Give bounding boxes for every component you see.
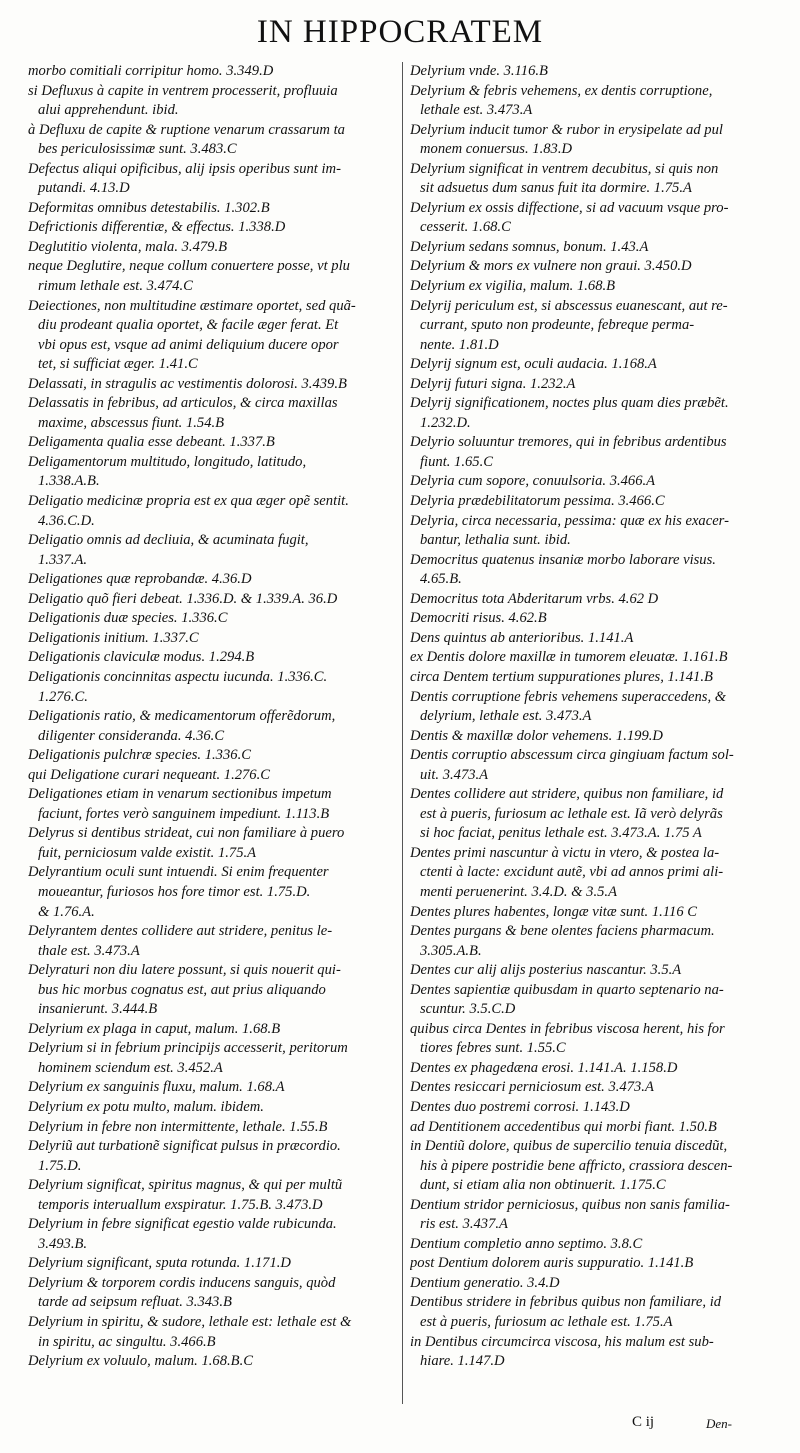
- index-entry-line: uit. 3.473.A: [420, 766, 489, 783]
- index-entry-line: Dentes primi nascuntur à victu in vtero, & postea la-: [410, 844, 720, 861]
- index-entry: [410, 297, 782, 356]
- index-entry: [28, 492, 398, 531]
- index-entry: [28, 961, 398, 1020]
- index-entry-line: Deligationes etiam in venarum sectionibus impetum: [28, 786, 332, 803]
- page-title: IN HIPPOCRATEM: [256, 14, 544, 50]
- index-entry-line: Delyrium ex potu multo, malum. ibidem.: [28, 1098, 264, 1115]
- index-entry-line: 1.276.C.: [38, 688, 88, 705]
- index-entry: [410, 1196, 782, 1235]
- index-entry-line: Dentium stridor perniciosus, quibus non sanis familia-: [410, 1196, 730, 1213]
- index-entry: [410, 961, 782, 981]
- index-entry: [28, 297, 398, 375]
- index-entry-line: Delyrium in febre non intermittente, lethale. 1.55.B: [28, 1118, 328, 1135]
- index-entry: [28, 238, 398, 258]
- index-entry-line: Deligationis duæ species. 1.336.C: [28, 610, 228, 627]
- index-entry: [28, 863, 398, 922]
- index-entry-line: Delassati, in stragulis ac vestimentis dolorosi. 3.439.B: [28, 375, 347, 392]
- index-entry-line: Democritus quatenus insaniæ morbo laborare visus.: [410, 551, 716, 568]
- index-entry-line: in spiritu, ac singultu. 3.466.B: [38, 1333, 216, 1350]
- index-entry-line: Dentes collidere aut stridere, quibus non familiare, id: [410, 786, 724, 803]
- index-entry-line: Delyrio soluuntur tremores, qui in febribus ardentibus: [410, 434, 727, 451]
- index-entry: [28, 1274, 398, 1313]
- index-entry-line: Delyrium vnde. 3.116.B: [410, 63, 548, 79]
- index-entry-line: & 1.76.A.: [38, 903, 95, 920]
- index-entry: [28, 1039, 398, 1078]
- index-entry-line: neque Deglutire, neque collum conuertere posse, vt plu: [28, 258, 350, 275]
- index-entry: [28, 785, 398, 824]
- index-entry: [28, 629, 398, 649]
- index-entry-line: cesserit. 1.68.C: [420, 219, 511, 236]
- index-entry-line: Dentes sapientiæ quibusdam in quarto septenario na-: [410, 981, 724, 998]
- index-entry-line: faciunt, fortes verò sanguinem impediunt. 1.113.B: [38, 805, 330, 822]
- index-entry-line: Dentes ex phagedæna erosi. 1.141.A. 1.158.D: [410, 1059, 678, 1076]
- signature-mark: C ij: [632, 1414, 655, 1430]
- index-entry: [410, 1059, 782, 1079]
- index-entry-line: 1.337.A.: [38, 551, 88, 568]
- index-entry-line: à Defluxu de capite & ruptione venarum crassarum ta: [28, 121, 345, 138]
- index-entry-line: 1.75.D.: [38, 1157, 82, 1174]
- index-entry-line: thale est. 3.473.A: [38, 942, 140, 959]
- index-entry-line: in Dentibus circumcirca viscosa, his malum est sub-: [410, 1333, 714, 1350]
- index-entry: [28, 922, 398, 961]
- index-entry: [28, 668, 398, 707]
- index-entry-line: lethale est. 3.473.A: [420, 102, 533, 119]
- index-entry-line: Deligatio medicinæ propria est ex qua æger opẽ sentit.: [28, 493, 349, 510]
- index-entry-line: ex Dentis dolore maxillæ in tumorem eleuatæ. 1.161.B: [410, 649, 728, 666]
- index-entry-line: Democriti risus. 4.62.B: [410, 610, 547, 627]
- index-entry-line: Delyrantem dentes collidere aut stridere, penitus le-: [28, 923, 333, 940]
- index-entry-line: insanierunt. 3.444.B: [38, 1001, 158, 1018]
- index-entry-line: Delyrium si in febrium principijs accesserit, peritorum: [28, 1040, 348, 1057]
- index-entry: [28, 648, 398, 668]
- index-entry-line: 3.493.B.: [38, 1235, 88, 1252]
- index-entry: [410, 1078, 782, 1098]
- page-footer: [0, 1408, 800, 1438]
- index-entry: [28, 218, 398, 238]
- index-entry: [28, 590, 398, 610]
- index-entry: [28, 766, 398, 786]
- index-entry: [410, 472, 782, 492]
- index-entry-line: Dentium completio anno septimo. 3.8.C: [410, 1235, 643, 1252]
- index-entry-line: Delyrium in febre significat egestio valde rubicunda.: [28, 1216, 337, 1233]
- index-entry: [410, 277, 782, 297]
- index-entry-line: Delyrantium oculi sunt intuendi. Si enim frequenter: [28, 864, 329, 881]
- index-entry-line: hiare. 1.147.D: [420, 1353, 505, 1370]
- index-entry-line: Deligationis concinnitas aspectu iucunda. 1.336.C.: [28, 668, 328, 685]
- index-entry: [28, 1313, 398, 1352]
- index-entry-line: Democritus tota Abderitarum vrbs. 4.62 D: [410, 590, 659, 607]
- index-entry: [28, 1137, 398, 1176]
- index-entry-line: Delyrium & torporem cordis inducens sanguis, quòd: [28, 1274, 336, 1291]
- index-entry-line: Delyrus si dentibus strideat, cui non familiare à puero: [28, 825, 345, 842]
- index-entry: [28, 375, 398, 395]
- index-entry: [28, 531, 398, 570]
- index-entry-line: alui apprehendunt. ibid.: [38, 102, 179, 119]
- index-entry-line: Delyrium inducit tumor & rubor in erysipelate ad pul: [410, 121, 723, 138]
- index-entry: [410, 257, 782, 277]
- index-entry-line: Delyria prædebilitatorum pessima. 3.466.C: [410, 493, 665, 510]
- index-entry-line: si Defluxus à capite in ventrem processerit, profluuia: [28, 82, 338, 99]
- index-entry-line: delyrium, lethale est. 3.473.A: [420, 708, 592, 725]
- index-entry: [28, 1215, 398, 1254]
- index-entry-line: vbi opus est, vsque ad animi deliquium ducere opor: [38, 336, 339, 353]
- index-entry: [410, 746, 782, 785]
- index-entry-line: bes periculosissimæ sunt. 3.483.C: [38, 141, 237, 158]
- index-entry-line: 4.65.B.: [420, 571, 462, 588]
- index-entry: [410, 492, 782, 512]
- index-entry: [410, 62, 782, 82]
- index-entry-line: Deligamenta qualia esse debeant. 1.337.B: [28, 434, 275, 451]
- index-entry-line: monem conuersus. 1.83.D: [420, 141, 573, 158]
- index-entry: [410, 648, 782, 668]
- index-entry: [410, 688, 782, 727]
- index-entry-line: tet, si sufficiat æger. 1.41.C: [38, 356, 198, 373]
- index-entry: [410, 1020, 782, 1059]
- index-entry: [28, 121, 398, 160]
- index-entry: [410, 629, 782, 649]
- index-entry-line: Deligamentorum multitudo, longitudo, latitudo,: [28, 453, 307, 470]
- index-entry-line: qui Deligatione curari nequeant. 1.276.C: [28, 766, 270, 783]
- index-entry-line: rimum lethale est. 3.474.C: [38, 278, 193, 295]
- index-entry-line: sit adsuetus dum sanus fuit ita dormire. 1.75.A: [420, 180, 692, 197]
- index-entry-line: Delyrij signum est, oculi audacia. 1.168.A: [410, 356, 657, 373]
- index-entry-line: 3.305.A.B.: [420, 942, 482, 959]
- index-entry: [28, 1098, 398, 1118]
- index-entry-line: Deligatio quõ fieri debeat. 1.336.D. & 1.339.A. 36.D: [28, 590, 338, 607]
- index-entry-line: 1.232.D.: [420, 414, 471, 431]
- index-entry-line: Delyrium significant, sputa rotunda. 1.171.D: [28, 1255, 291, 1272]
- index-entry: [28, 1078, 398, 1098]
- index-entry-line: dunt, si etiam alia non obtinuerit. 1.175.C: [420, 1177, 666, 1194]
- index-entry: [410, 1235, 782, 1255]
- index-entry-line: quibus circa Dentes in febribus viscosa herent, his for: [410, 1020, 725, 1037]
- index-entry-line: Delyrium & febris vehemens, ex dentis corruptione,: [410, 82, 713, 99]
- index-entry-line: Delyrij periculum est, si abscessus euanescant, aut re-: [410, 297, 728, 314]
- index-entry: [410, 394, 782, 433]
- index-entry-line: nente. 1.81.D: [420, 336, 499, 353]
- index-entry: [410, 609, 782, 629]
- index-entry-line: Deligationis initium. 1.337.C: [28, 629, 199, 646]
- index-column-right: [410, 62, 782, 1372]
- index-entry-line: temporis interuallum exspiratur. 1.75.B. 3.473.D: [38, 1196, 323, 1213]
- index-entry-line: Defectus aliqui opificibus, alij ipsis operibus sunt im-: [28, 160, 341, 177]
- index-entry: [410, 1293, 782, 1332]
- index-entry-line: Delyria cum sopore, conuulsoria. 3.466.A: [410, 473, 656, 490]
- index-entry-line: Delyrium in spiritu, & sudore, lethale est: lethale est &: [28, 1314, 352, 1330]
- index-entry-line: Dentes duo postremi corrosi. 1.143.D: [410, 1098, 630, 1115]
- index-entry: [410, 355, 782, 375]
- index-entry-line: Delyrium sedans somnus, bonum. 1.43.A: [410, 238, 649, 255]
- index-entry-line: scuntur. 3.5.C.D: [420, 1001, 516, 1018]
- index-entry: [410, 844, 782, 903]
- index-entry-line: circa Dentem tertium suppurationes plures, 1.141.B: [410, 668, 713, 685]
- index-entry-line: tiores febres sunt. 1.55.C: [420, 1040, 566, 1057]
- index-entry: [28, 707, 398, 746]
- index-column-left: [28, 62, 398, 1372]
- index-entry: [410, 433, 782, 472]
- index-entry-line: Delyria, circa necessaria, pessima: quæ ex his exacer-: [410, 512, 729, 529]
- index-entry: [28, 1176, 398, 1215]
- catchword: Den-: [706, 1416, 732, 1431]
- index-entry: [410, 160, 782, 199]
- index-entry-line: Dens quintus ab anterioribus. 1.141.A: [410, 629, 634, 646]
- index-entry: [410, 981, 782, 1020]
- index-entry: [410, 668, 782, 688]
- index-entry-line: Deligationis claviculæ modus. 1.294.B: [28, 649, 255, 666]
- index-entry-line: menti peruenerint. 3.4.D. & 3.5.A: [420, 883, 617, 900]
- index-entry-line: maxime, abscessus fiunt. 1.54.B: [38, 414, 225, 431]
- index-entry-line: hominem sciendum est. 3.452.A: [38, 1059, 223, 1076]
- index-entry-line: Delyrium significat, spiritus magnus, & qui per multũ: [28, 1177, 343, 1194]
- index-entry-line: Dentes cur alij alijs posterius nascantur. 3.5.A: [410, 962, 682, 979]
- index-entry-line: Delyrium significat in ventrem decubitus, si quis non: [410, 160, 719, 177]
- index-entry-line: ris est. 3.437.A: [420, 1216, 508, 1233]
- index-entry-line: Dentes plures habentes, longæ vitæ sunt. 1.116 C: [410, 903, 697, 920]
- index-entry: [410, 1118, 782, 1138]
- index-entry: [410, 512, 782, 551]
- index-entry-line: 4.36.C.D.: [38, 512, 95, 529]
- index-entry-line: Dentes purgans & bene olentes faciens pharmacum.: [410, 923, 715, 940]
- index-entry: [410, 1137, 782, 1196]
- index-entry: [28, 1118, 398, 1138]
- index-entry: [28, 257, 398, 296]
- index-entry-line: post Dentium dolorem auris suppuratio. 1.141.B: [410, 1255, 694, 1272]
- index-entry: [28, 62, 398, 82]
- index-entry-line: Defrictionis differentiæ, & effectus. 1.338.D: [28, 219, 286, 236]
- index-entry: [410, 903, 782, 923]
- index-entry: [410, 238, 782, 258]
- index-entry: [410, 375, 782, 395]
- index-entry: [410, 551, 782, 590]
- index-entry-line: Delyrij futuri signa. 1.232.A: [410, 375, 576, 392]
- index-entry: [410, 1274, 782, 1294]
- index-entry: [410, 1254, 782, 1274]
- index-entry-line: Deligatio omnis ad decliuia, & acuminata fugit,: [28, 532, 309, 549]
- index-entry-line: Deligationes quæ reprobandæ. 4.36.D: [28, 571, 252, 588]
- index-entry: [28, 824, 398, 863]
- index-entry-line: Deglutitio violenta, mala. 3.479.B: [28, 238, 228, 255]
- index-entry-line: Dentes resiccari perniciosum est. 3.473.A: [410, 1079, 654, 1096]
- index-entry: [28, 1352, 398, 1372]
- index-entry-line: fuit, perniciosum valde existit. 1.75.A: [38, 844, 257, 861]
- index-entry-line: ctenti à lacte: excidunt autẽ, vbi ad annos primi ali-: [420, 864, 724, 881]
- index-entry: [28, 1020, 398, 1040]
- index-entry-line: ad Dentitionem accedentibus qui morbi fiant. 1.50.B: [410, 1118, 717, 1135]
- index-entry: [28, 160, 398, 199]
- index-entry: [410, 590, 782, 610]
- index-entry: [28, 199, 398, 219]
- index-entry: [28, 1254, 398, 1274]
- index-entry-line: diu prodeant qualia oportet, & facile æger ferat. Et: [38, 317, 339, 334]
- index-entry: [410, 1333, 782, 1372]
- index-entry-line: Deligationis ratio, & medicamentorum offerẽdorum,: [28, 708, 336, 725]
- index-entry-line: Delyrium ex plaga in caput, malum. 1.68.B: [28, 1020, 281, 1037]
- index-entry-line: Deligationis pulchræ species. 1.336.C: [28, 747, 251, 764]
- index-entry-line: est à pueris, furiosum ac lethale est. Iã verò delyrãs: [420, 805, 723, 822]
- index-entry-line: bus hic morbus cognatus est, aut prius aliquando: [38, 981, 326, 998]
- index-entry: [410, 199, 782, 238]
- index-entry-line: bantur, lethalia sunt. ibid.: [420, 532, 571, 549]
- index-entry-line: est à pueris, furiosum ac lethale est. 1.75.A: [420, 1314, 673, 1330]
- index-entry-line: Delyriũ aut turbationẽ significat pulsus in præcordio.: [28, 1138, 341, 1155]
- index-entry-line: Delyrium ex vigilia, malum. 1.68.B: [410, 278, 616, 295]
- index-entry-line: in Dentiũ dolore, quibus de supercilio tenuia discedũt,: [410, 1138, 728, 1155]
- index-entry: [28, 433, 398, 453]
- index-entry-line: Delyrium ex ossis diffectione, si ad vacuum vsque pro-: [410, 199, 729, 216]
- index-entry-line: Delyraturi non diu latere possunt, si quis nouerit qui-: [28, 962, 341, 979]
- index-entry-line: Dentibus stridere in febribus quibus non familiare, id: [410, 1294, 722, 1311]
- index-entry-line: Delassatis in febribus, ad articulos, & circa maxillas: [28, 395, 338, 412]
- index-entry-line: Dentis & maxillæ dolor vehemens. 1.199.D: [410, 727, 663, 744]
- index-entry: [410, 727, 782, 747]
- index-entry-line: Deiectiones, non multitudine æstimare oportet, sed quã-: [28, 297, 356, 314]
- index-entry-line: 1.338.A.B.: [38, 473, 100, 490]
- index-entry: [28, 570, 398, 590]
- index-entry: [410, 922, 782, 961]
- index-entry-line: diligenter consideranda. 4.36.C: [38, 727, 225, 744]
- index-entry: [28, 746, 398, 766]
- index-entry: [410, 785, 782, 844]
- index-entry-line: Delyrium & mors ex vulnere non graui. 3.450.D: [410, 258, 692, 275]
- index-entry-line: tarde ad seipsum refluat. 3.343.B: [38, 1294, 232, 1311]
- index-entry-line: putandi. 4.13.D: [38, 180, 130, 197]
- index-entry: [28, 82, 398, 121]
- index-entry: [28, 609, 398, 629]
- index-entry-line: fiunt. 1.65.C: [420, 453, 493, 470]
- index-entry-line: si hoc faciat, penitus lethale est. 3.473.A. 1.75 A: [420, 825, 702, 842]
- index-entry: [410, 82, 782, 121]
- index-entry-line: Dentis corruptio abscessum circa gingiuam factum sol-: [410, 747, 734, 764]
- index-entry-line: Delyrij significationem, noctes plus quam dies præbẽt.: [410, 395, 729, 412]
- index-entry: [410, 1098, 782, 1118]
- index-entry-line: Deformitas omnibus detestabilis. 1.302.B: [28, 199, 270, 216]
- index-entry: [410, 121, 782, 160]
- index-entry-line: Delyrium ex voluulo, malum. 1.68.B.C: [28, 1353, 253, 1370]
- index-entry-line: currant, sputo non prodeunte, febreque perma-: [420, 317, 695, 334]
- column-divider: [402, 62, 403, 1404]
- index-entry-line: Dentium generatio. 3.4.D: [410, 1274, 560, 1291]
- index-entry-line: moueantur, furiosos hos fore timor est. 1.75.D.: [38, 883, 311, 900]
- index-entry-line: his à pipere postridie bene affricto, crassiora descen-: [420, 1157, 733, 1174]
- index-entry-line: morbo comitiali corripitur homo. 3.349.D: [28, 63, 274, 79]
- index-entry-line: Delyrium ex sanguinis fluxu, malum. 1.68.A: [28, 1079, 285, 1096]
- index-entry: [28, 394, 398, 433]
- index-entry: [28, 453, 398, 492]
- index-entry-line: Dentis corruptione febris vehemens superaccedens, &: [410, 688, 727, 705]
